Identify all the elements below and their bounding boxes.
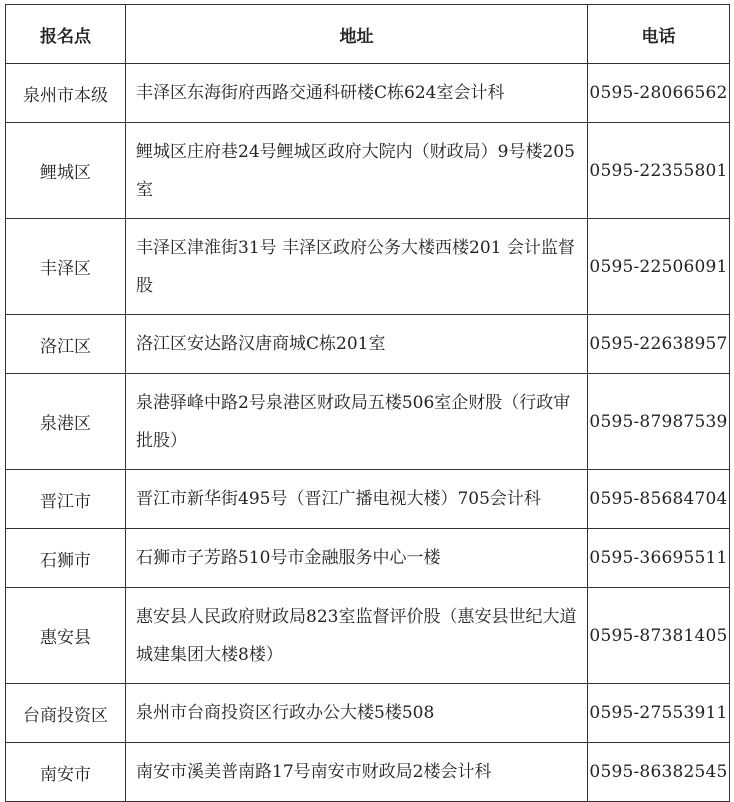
- address-cell: 泉港驿峰中路2号泉港区财政局五楼506室企财股（行政审批股）: [126, 374, 588, 470]
- phone-cell: 0595-86382545: [588, 743, 730, 802]
- office-cell: 泉港区: [6, 374, 126, 470]
- address-cell: 晋江市新华街495号（晋江广播电视大楼）705会计科: [126, 470, 588, 529]
- address-cell: 丰泽区津淮街31号 丰泽区政府公务大楼西楼201 会计监督股: [126, 219, 588, 315]
- office-cell: 南安市: [6, 743, 126, 802]
- registration-points-table: [5, 4, 730, 802]
- address-cell: 丰泽区东海街府西路交通科研楼C栋624室会计科: [126, 64, 588, 123]
- office-cell: 丰泽区: [6, 219, 126, 315]
- table-row: [6, 64, 730, 123]
- phone-cell: 0595-27553911: [588, 684, 730, 743]
- phone-cell: 0595-22638957: [588, 315, 730, 374]
- office-cell: 晋江市: [6, 470, 126, 529]
- office-cell: 鲤城区: [6, 123, 126, 219]
- phone-cell: 0595-85684704: [588, 470, 730, 529]
- office-cell: 惠安县: [6, 588, 126, 684]
- address-cell: 洛江区安达路汉唐商城C栋201室: [126, 315, 588, 374]
- office-cell: 洛江区: [6, 315, 126, 374]
- header-address: 地址: [126, 5, 588, 64]
- table-row: [6, 123, 730, 219]
- address-cell: 南安市溪美普南路17号南安市财政局2楼会计科: [126, 743, 588, 802]
- table-row: [6, 529, 730, 588]
- phone-cell: 0595-28066562: [588, 64, 730, 123]
- table-row: [6, 470, 730, 529]
- phone-cell: 0595-87987539: [588, 374, 730, 470]
- table-row: [6, 743, 730, 802]
- phone-cell: 0595-22506091: [588, 219, 730, 315]
- office-cell: 泉州市本级: [6, 64, 126, 123]
- table-row: [6, 315, 730, 374]
- phone-cell: 0595-22355801: [588, 123, 730, 219]
- phone-cell: 0595-87381405: [588, 588, 730, 684]
- table-row: [6, 684, 730, 743]
- address-cell: 石狮市子芳路510号市金融服务中心一楼: [126, 529, 588, 588]
- office-cell: 石狮市: [6, 529, 126, 588]
- table-row: [6, 219, 730, 315]
- phone-cell: 0595-36695511: [588, 529, 730, 588]
- table-row: [6, 374, 730, 470]
- table-header-row: [6, 5, 730, 64]
- address-cell: 鲤城区庄府巷24号鲤城区政府大院内（财政局）9号楼205室: [126, 123, 588, 219]
- header-phone: 电话: [588, 5, 730, 64]
- office-cell: 台商投资区: [6, 684, 126, 743]
- table-row: [6, 588, 730, 684]
- header-office: 报名点: [6, 5, 126, 64]
- address-cell: 惠安县人民政府财政局823室监督评价股（惠安县世纪大道城建集团大楼8楼）: [126, 588, 588, 684]
- address-cell: 泉州市台商投资区行政办公大楼5楼508: [126, 684, 588, 743]
